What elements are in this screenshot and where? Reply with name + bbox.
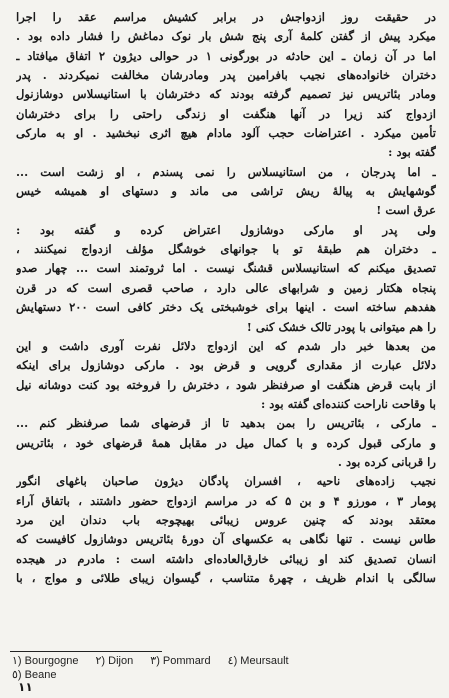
text-line: ولی پدر او مارکی دوشازول اعتراض کرده و گفته بود : xyxy=(16,222,436,237)
footnote-item: ٥) Beane xyxy=(12,669,57,681)
text-line: ومادر بئاتریس نیز تصمیم گرفته بودند که دخترشان با استانیسلاس دوشازنول xyxy=(16,87,436,102)
text-line: را هم میتوانی با پودر تالک خشک کنی ! xyxy=(246,319,436,334)
text-line: نجیب زاده‌های ناحیه ، افسران پادگان دیژون صاحبان باغهای انگور xyxy=(16,474,436,489)
text-line: من بعدها خبر دار شدم که این ازدواج دلائل نفرت آوری داشت و این xyxy=(16,338,436,353)
paragraph-1 xyxy=(16,8,436,163)
text-line: سالگی با اندام ظریف ، چهرهٔ متناسب ، گیسوان زیبای طلائی و مواج ، با xyxy=(16,570,436,585)
text-line: پومار ۳ ، مورزو ۴ و بن ۵ که در مراسم ازدواج حضور داشتند ، باتفاق آراء xyxy=(16,493,436,508)
text-line: انسان تصدیق کند او زیبائی خارق‌العاده‌ای داشته است : مادرم در هیجده xyxy=(16,551,436,566)
footnote-item: ٤) Meursault xyxy=(227,655,289,667)
footnote-item: ۳) Pommard xyxy=(150,655,211,667)
text-line: عرق است ! xyxy=(376,203,436,218)
text-line: و مارکی قبول کرده و با کمال میل در مقابل همهٔ قرضهای خود ، بئاتریس xyxy=(16,435,436,450)
text-line: در حقیقت روز ازدواجش در برابر کشیش مراسم عقد را اجرا xyxy=(16,10,436,24)
text-line: اما در آن زمان ـ این حادثه در بورگونی ۱ در حوالی دیژون ۲ اتفاق میافتاد ـ xyxy=(16,48,436,63)
footnote-row xyxy=(12,668,437,682)
paragraph-6 xyxy=(16,472,436,588)
paragraph-2 xyxy=(16,163,436,221)
text-line: پنجاه هکتار زمین و شرابهای عالی دارد ، صاحب قصری است که در قرن xyxy=(16,280,436,295)
text-line: دلائل عبارت از مقداری گرویی و قرض بود . مارکی دوشازول برای اینکه xyxy=(16,358,436,373)
footnote-item: ۲) Dijon xyxy=(95,655,134,667)
text-line: ـ دختران هم طبقهٔ تو با جوانهای خوشگل مؤلف ازدواج نمیکنند ، xyxy=(16,242,436,257)
text-line: تصدیق میکنم که استانیسلاس قشنگ نیست . اما ثروتمند است ... چهار صدو xyxy=(16,261,436,276)
paragraph-3 xyxy=(16,221,436,337)
text-line: گوشهایش به پیالهٔ ریش تراشی می ماند و دستهای او همیشه خیس xyxy=(16,184,436,199)
text-line: دختران خانواده‌های نجیب بافرامین پدر ومادرشان مخالفت نمیکردند . پدر xyxy=(16,68,436,83)
footnotes xyxy=(12,654,437,682)
text-line: از بابت قرض هنگفت او صرفنظر شود ، دخترش را فروخته بود کنت دوشانه نیل xyxy=(16,377,436,392)
text-line: ازدواج کند زیرا در آنها هنگفت او زندگی راحتی را برای دخترشان xyxy=(16,106,436,121)
paragraph-4 xyxy=(16,337,436,414)
page-number: ۱۱ xyxy=(18,680,33,694)
body-text xyxy=(16,8,436,588)
text-line: را قربانی کرده بود . xyxy=(337,454,436,469)
text-line: گفته بود : xyxy=(388,145,436,160)
text-line: با وقاحت ناراحت کننده‌ای گفته بود : xyxy=(260,396,436,411)
text-line: تأمین میکرد . اعتراضات حجب آلود مادام هیچ اثری نبخشید . او به مارکی xyxy=(16,126,436,141)
paragraph-5 xyxy=(16,414,436,472)
text-line: طاس نیست . تنها نگاهی به عکسهای آن دورهٔ بئاتریس دوشازول کافیست که xyxy=(16,532,436,547)
footnote-item: ۱) Bourgogne xyxy=(12,655,79,667)
text-line: هفدهم ساخته است . اینها برای خوشبختی یک دختر کافی است ۲۰۰ دستهایش xyxy=(16,300,436,315)
footnote-divider xyxy=(10,651,162,652)
footnote-row xyxy=(12,654,437,668)
text-line: میکرد پیش از گفتن کلمهٔ آری پنج شش بار نوک دماغش را فشار داده بود . xyxy=(16,29,436,44)
text-line: معتقد بودند که چنین عروس زیبائی بهیچوجه باب دندان این مرد xyxy=(16,512,436,527)
text-line: ـ مارکی ، بئاتریس را بمن بدهید تا از قرضهای شما صرفنظر کنم ... xyxy=(16,416,436,431)
text-line: ـ اما پدرجان ، من استانیسلاس را نمی پسندم ، او زشت است ... xyxy=(16,164,436,179)
